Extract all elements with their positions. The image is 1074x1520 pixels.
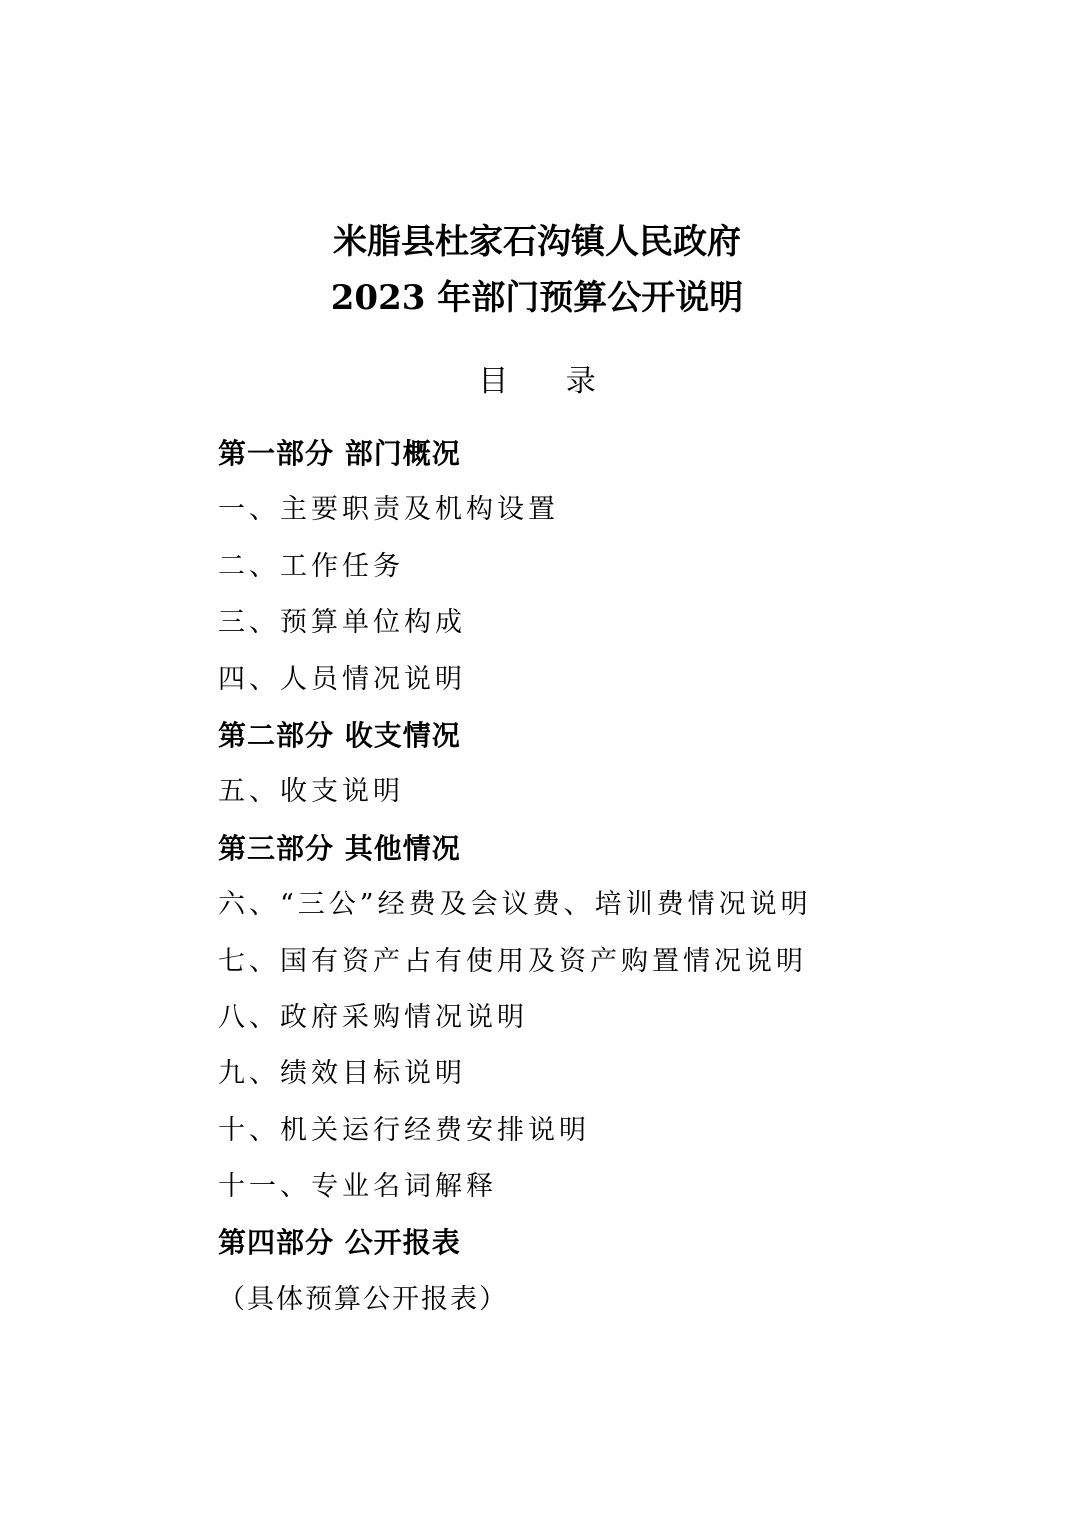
toc-note: （具体预算公开报表） — [218, 1283, 508, 1315]
toc-item-7: 七、国有资产占有使用及资产购置情况说明 — [218, 945, 807, 977]
toc-item-9: 九、绩效目标说明 — [218, 1058, 466, 1090]
document-title — [0, 214, 1074, 326]
toc-item-2: 二、工作任务 — [218, 550, 404, 582]
toc-item-1: 一、主要职责及机构设置 — [218, 494, 559, 526]
table-of-contents — [218, 428, 1038, 1330]
toc-item-4: 四、人员情况说明 — [218, 663, 466, 695]
toc-item-5: 五、收支说明 — [218, 776, 404, 808]
title-line-2: 2023 年部门预算公开说明 — [330, 278, 744, 318]
title-line-1: 米脂县杜家石沟镇人民政府 — [333, 222, 741, 262]
toc-item-6: 六、“三公”经费及会议费、培训费情况说明 — [218, 889, 812, 921]
toc-item-11: 十一、专业名词解释 — [218, 1171, 497, 1203]
toc-item-3: 三、预算单位构成 — [218, 607, 466, 639]
toc-item-10: 十、机关运行经费安排说明 — [218, 1114, 590, 1146]
toc-part-3: 第三部分 其他情况 — [218, 831, 461, 865]
toc-item-8: 八、政府采购情况说明 — [218, 1001, 528, 1033]
toc-part-4: 第四部分 公开报表 — [218, 1226, 461, 1260]
toc-part-2: 第二部分 收支情况 — [218, 718, 461, 752]
toc-heading: 目 录 — [478, 364, 620, 399]
toc-part-1: 第一部分 部门概况 — [218, 437, 461, 470]
